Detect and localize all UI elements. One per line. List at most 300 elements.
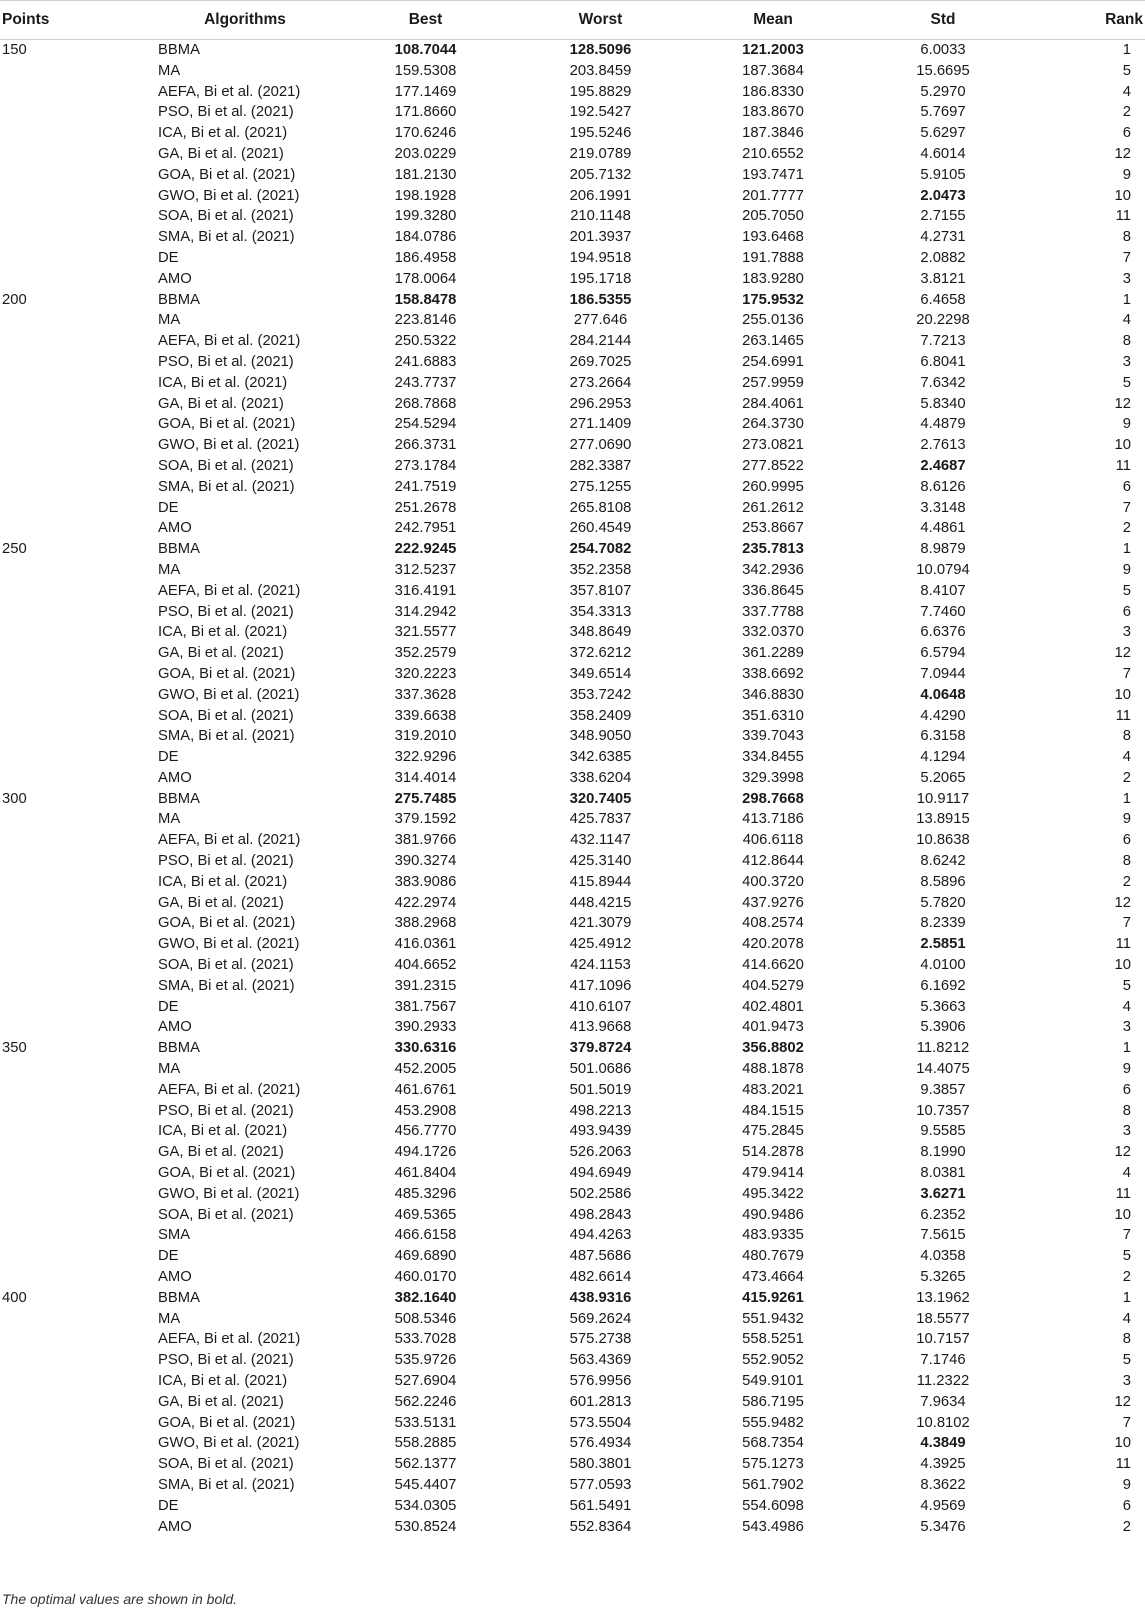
worst-cell: 601.2813: [569, 1393, 632, 1410]
best-cell: 460.0170: [394, 1269, 457, 1286]
algorithm-cell: PSO, Bi et al. (2021): [158, 1102, 294, 1119]
best-cell: 243.7737: [394, 374, 457, 391]
worst-cell: 410.6107: [569, 998, 632, 1015]
algorithm-cell: GA, Bi et al. (2021): [158, 395, 284, 412]
best-cell: 456.7770: [394, 1123, 457, 1140]
std-cell: 2.0473: [920, 187, 966, 204]
best-cell: 198.1928: [394, 187, 457, 204]
worst-cell: 498.2213: [569, 1102, 632, 1119]
rank-cell: 10: [1114, 1206, 1131, 1223]
worst-cell: 353.7242: [569, 686, 632, 703]
table-row: [0, 1017, 1145, 1038]
std-cell: 5.6297: [920, 125, 966, 142]
rank-cell: 4: [1122, 749, 1131, 766]
points-cell: [0, 498, 152, 519]
algorithm-cell: AEFA, Bi et al. (2021): [158, 83, 301, 100]
best-cell: 223.8146: [394, 312, 457, 329]
worst-cell: 526.2063: [569, 1144, 632, 1161]
table-row: [0, 830, 1145, 851]
algorithm-cell: AEFA, Bi et al. (2021): [158, 1331, 301, 1348]
table-row: [0, 664, 1145, 685]
best-cell: 533.7028: [394, 1331, 457, 1348]
worst-cell: 415.8944: [569, 873, 632, 890]
std-cell: 8.5896: [920, 873, 966, 890]
rank-cell: 9: [1122, 811, 1131, 828]
mean-cell: 549.9101: [742, 1373, 804, 1389]
worst-cell: 349.6514: [569, 665, 632, 682]
std-cell: 6.6376: [920, 624, 966, 641]
best-cell: 352.2579: [394, 645, 457, 662]
worst-cell: 282.3387: [569, 457, 632, 474]
worst-cell: 448.4215: [569, 894, 632, 911]
points-cell: [0, 352, 152, 373]
table-row: [0, 602, 1145, 623]
rank-cell: 6: [1122, 125, 1131, 142]
mean-cell: 346.8830: [742, 686, 804, 703]
rank-cell: 11: [1115, 936, 1131, 953]
algorithm-cell: SOA, Bi et al. (2021): [158, 707, 294, 724]
points-cell: [0, 373, 152, 394]
std-cell: 15.6695: [916, 62, 970, 79]
mean-cell: 183.8670: [742, 104, 804, 121]
mean-cell: 475.2845: [742, 1123, 804, 1140]
std-cell: 4.6014: [920, 145, 966, 162]
best-cell: 453.2908: [394, 1102, 457, 1119]
best-cell: 242.7951: [394, 520, 457, 537]
rank-cell: 1: [1122, 1289, 1131, 1306]
worst-cell: 576.4934: [569, 1435, 632, 1452]
best-cell: 251.2678: [394, 499, 457, 516]
best-cell: 159.5308: [394, 62, 457, 79]
worst-cell: 348.8649: [569, 624, 632, 641]
mean-cell: 483.9335: [742, 1227, 804, 1244]
points-cell: [0, 518, 152, 539]
std-cell: 18.5577: [916, 1310, 970, 1327]
std-cell: 5.3906: [920, 1019, 966, 1036]
worst-cell: 203.8459: [569, 62, 632, 79]
worst-cell: 482.6614: [569, 1269, 632, 1286]
table-row: [0, 331, 1145, 352]
best-cell: 388.2968: [394, 915, 457, 932]
algorithm-cell: PSO, Bi et al. (2021): [158, 603, 294, 620]
points-cell: [0, 477, 152, 498]
std-cell: 10.8102: [916, 1414, 970, 1431]
algorithm-cell: PSO, Bi et al. (2021): [158, 353, 294, 370]
points-cell: [0, 227, 152, 248]
std-cell: 10.8638: [916, 832, 970, 849]
algorithm-cell: GOA, Bi et al. (2021): [158, 416, 296, 433]
table-row: [0, 685, 1145, 706]
worst-cell: 320.7405: [569, 790, 632, 807]
best-cell: 314.4014: [394, 769, 457, 786]
header-std: Std: [858, 1, 1028, 40]
table-row: [0, 414, 1145, 435]
algorithm-cell: AMO: [158, 1269, 192, 1286]
mean-cell: 401.9473: [742, 1019, 804, 1036]
mean-cell: 404.5279: [742, 977, 804, 994]
header-best: Best: [338, 1, 513, 40]
best-cell: 181.2130: [394, 166, 457, 183]
mean-cell: 586.7195: [742, 1393, 804, 1410]
rank-cell: 2: [1122, 104, 1131, 121]
best-cell: 534.0305: [394, 1497, 457, 1514]
table-row: [0, 82, 1145, 103]
rank-cell: 9: [1122, 561, 1131, 578]
mean-cell: 514.2878: [742, 1144, 804, 1161]
best-cell: 558.2885: [394, 1435, 457, 1452]
table-row: [0, 872, 1145, 893]
points-cell: [0, 1371, 152, 1392]
std-cell: 2.0882: [920, 249, 966, 266]
mean-cell: 205.7050: [742, 208, 804, 225]
algorithm-cell: MA: [158, 1061, 181, 1078]
mean-cell: 473.4664: [742, 1269, 804, 1286]
mean-cell: 412.8644: [742, 853, 804, 870]
table-row: [0, 955, 1145, 976]
algorithm-cell: MA: [158, 62, 181, 79]
rank-cell: 12: [1114, 1393, 1131, 1410]
mean-cell: 480.7679: [742, 1248, 804, 1265]
worst-cell: 494.6949: [569, 1165, 632, 1182]
points-cell: [0, 934, 152, 955]
points-cell: [0, 830, 152, 851]
table-row: [0, 560, 1145, 581]
best-cell: 404.6652: [394, 957, 457, 974]
points-cell: [0, 560, 152, 581]
points-cell: [0, 581, 152, 602]
rank-cell: 8: [1122, 229, 1131, 246]
std-cell: 8.4107: [920, 582, 966, 599]
mean-cell: 495.3422: [742, 1185, 804, 1202]
rank-cell: 3: [1122, 353, 1131, 370]
rank-cell: 10: [1114, 957, 1131, 974]
std-cell: 4.9569: [920, 1497, 966, 1514]
rank-cell: 5: [1122, 1352, 1131, 1369]
table-row: [0, 394, 1145, 415]
mean-cell: 483.2021: [742, 1081, 804, 1098]
std-cell: 4.0100: [920, 957, 966, 974]
table-row: [0, 144, 1145, 165]
rank-cell: 7: [1122, 1414, 1131, 1431]
algorithm-cell: BBMA: [158, 1289, 200, 1306]
best-cell: 241.6883: [394, 353, 457, 370]
mean-cell: 484.1515: [742, 1102, 804, 1119]
best-cell: 382.1640: [394, 1289, 457, 1306]
table-row: [0, 1163, 1145, 1184]
points-cell: [0, 622, 152, 643]
table-row: [0, 373, 1145, 394]
best-cell: 320.2223: [394, 665, 457, 682]
mean-cell: 254.6991: [742, 353, 804, 370]
std-cell: 8.2339: [920, 915, 966, 932]
worst-cell: 425.4912: [569, 936, 632, 953]
points-cell: [0, 913, 152, 934]
worst-cell: 277.646: [573, 312, 628, 329]
header-rank: Rank: [1028, 1, 1145, 40]
std-cell: 3.8121: [920, 270, 966, 287]
points-cell: [0, 102, 152, 123]
best-cell: 171.8660: [394, 104, 457, 121]
std-cell: 13.8915: [916, 811, 970, 828]
worst-cell: 502.2586: [569, 1185, 632, 1202]
points-cell: [0, 1413, 152, 1434]
best-cell: 222.9245: [394, 541, 457, 558]
std-cell: 4.2731: [920, 229, 966, 246]
algorithm-cell: SMA, Bi et al. (2021): [158, 728, 295, 745]
worst-cell: 254.7082: [569, 541, 632, 558]
std-cell: 5.8340: [920, 395, 966, 412]
rank-cell: 4: [1122, 312, 1131, 329]
rank-cell: 4: [1122, 1165, 1131, 1182]
points-cell: [0, 1163, 152, 1184]
best-cell: 319.2010: [394, 728, 457, 745]
points-cell: [0, 1080, 152, 1101]
points-cell: [0, 1433, 152, 1454]
header-mean: Mean: [688, 1, 858, 40]
algorithm-cell: AEFA, Bi et al. (2021): [158, 832, 301, 849]
table-row: [0, 643, 1145, 664]
mean-cell: 361.2289: [742, 645, 804, 662]
table-row: [0, 456, 1145, 477]
table-row: [0, 102, 1145, 123]
worst-cell: 413.9668: [569, 1019, 632, 1036]
rank-cell: 9: [1122, 166, 1131, 183]
mean-cell: 193.6468: [742, 229, 804, 246]
worst-cell: 569.2624: [569, 1310, 632, 1327]
worst-cell: 271.1409: [569, 416, 632, 433]
table-row: [0, 1288, 1145, 1309]
algorithm-cell: BBMA: [158, 541, 200, 558]
points-cell: [0, 1267, 152, 1288]
worst-cell: 493.9439: [569, 1123, 632, 1140]
rank-cell: 5: [1122, 62, 1131, 79]
table-row: [0, 1101, 1145, 1122]
algorithm-cell: GA, Bi et al. (2021): [158, 145, 284, 162]
rank-cell: 10: [1114, 686, 1131, 703]
best-cell: 241.7519: [394, 478, 457, 495]
std-cell: 8.6126: [920, 478, 966, 495]
rank-cell: 6: [1122, 832, 1131, 849]
std-cell: 6.8041: [920, 353, 966, 370]
mean-cell: 261.2612: [742, 499, 804, 516]
worst-cell: 561.5491: [569, 1497, 632, 1514]
std-cell: 10.9117: [916, 790, 970, 807]
mean-cell: 277.8522: [742, 457, 804, 474]
rank-cell: 2: [1122, 873, 1131, 890]
points-cell: [0, 61, 152, 82]
best-cell: 535.9726: [394, 1352, 457, 1369]
best-cell: 330.6316: [394, 1040, 457, 1057]
best-cell: 381.9766: [394, 832, 457, 849]
rank-cell: 9: [1122, 1476, 1131, 1493]
best-cell: 530.8524: [394, 1518, 457, 1535]
mean-cell: 342.2936: [742, 561, 804, 578]
std-cell: 2.4687: [920, 457, 966, 474]
best-cell: 416.0361: [394, 936, 457, 953]
std-cell: 4.4290: [920, 707, 966, 724]
rank-cell: 12: [1114, 1144, 1131, 1161]
algorithm-cell: MA: [158, 1310, 181, 1327]
best-cell: 250.5322: [394, 333, 457, 350]
points-cell: [0, 1017, 152, 1038]
std-cell: 6.0033: [920, 42, 966, 58]
algorithm-cell: SOA, Bi et al. (2021): [158, 457, 294, 474]
worst-cell: 501.5019: [569, 1081, 632, 1098]
std-cell: 5.9105: [920, 166, 966, 183]
table-row: [0, 61, 1145, 82]
table-row: [0, 1475, 1145, 1496]
rank-cell: 2: [1122, 1269, 1131, 1286]
best-cell: 314.2942: [394, 603, 457, 620]
mean-cell: 187.3684: [742, 62, 804, 79]
std-cell: 2.7613: [920, 437, 966, 454]
rank-cell: 7: [1122, 499, 1131, 516]
table-row: [0, 310, 1145, 331]
rank-cell: 1: [1122, 541, 1131, 558]
rank-cell: 9: [1122, 1061, 1131, 1078]
best-cell: 461.6761: [394, 1081, 457, 1098]
best-cell: 469.6890: [394, 1248, 457, 1265]
best-cell: 184.0786: [394, 229, 457, 246]
points-cell: 150: [2, 42, 27, 58]
worst-cell: 354.3313: [569, 603, 632, 620]
algorithm-cell: GWO, Bi et al. (2021): [158, 1435, 300, 1452]
mean-cell: 186.8330: [742, 83, 804, 100]
mean-cell: 400.3720: [742, 873, 804, 890]
std-cell: 8.3622: [920, 1476, 966, 1493]
rank-cell: 3: [1122, 270, 1131, 287]
points-cell: [0, 331, 152, 352]
table-row: [0, 706, 1145, 727]
algorithm-cell: ICA, Bi et al. (2021): [158, 1123, 288, 1140]
table-row: [0, 1371, 1145, 1392]
worst-cell: 342.6385: [569, 749, 632, 766]
table-row: [0, 1205, 1145, 1226]
std-cell: 5.3476: [920, 1518, 966, 1535]
std-cell: 9.3857: [920, 1081, 966, 1098]
mean-cell: 437.9276: [742, 894, 804, 911]
algorithm-cell: SMA, Bi et al. (2021): [158, 229, 295, 246]
table-row: [0, 622, 1145, 643]
worst-cell: 192.5427: [569, 104, 632, 121]
rank-cell: 7: [1122, 249, 1131, 266]
algorithm-cell: DE: [158, 249, 179, 266]
algorithm-cell: DE: [158, 749, 179, 766]
std-cell: 7.7460: [920, 603, 966, 620]
mean-cell: 260.9995: [742, 478, 804, 495]
algorithm-cell: AMO: [158, 1518, 192, 1535]
worst-cell: 348.9050: [569, 728, 632, 745]
table-row: [0, 352, 1145, 373]
mean-cell: 552.9052: [742, 1352, 804, 1369]
std-cell: 10.7357: [916, 1102, 970, 1119]
mean-cell: 336.8645: [742, 582, 804, 599]
worst-cell: 552.8364: [569, 1518, 632, 1535]
algorithm-cell: GWO, Bi et al. (2021): [158, 437, 300, 454]
best-cell: 527.6904: [394, 1373, 457, 1389]
points-cell: [0, 144, 152, 165]
mean-cell: 332.0370: [742, 624, 804, 641]
worst-cell: 269.7025: [569, 353, 632, 370]
algorithm-cell: AEFA, Bi et al. (2021): [158, 333, 301, 350]
worst-cell: 296.2953: [569, 395, 632, 412]
points-cell: [0, 976, 152, 997]
worst-cell: 487.5686: [569, 1248, 632, 1265]
table-row: [0, 1038, 1145, 1059]
mean-cell: 402.4801: [742, 998, 804, 1015]
std-cell: 6.2352: [920, 1206, 966, 1223]
std-cell: 4.1294: [920, 749, 966, 766]
table-row: [0, 1496, 1145, 1517]
mean-cell: 210.6552: [742, 145, 804, 162]
worst-cell: 575.2738: [569, 1331, 632, 1348]
mean-cell: 183.9280: [742, 270, 804, 287]
algorithm-cell: GWO, Bi et al. (2021): [158, 1185, 300, 1202]
std-cell: 14.4075: [916, 1061, 970, 1078]
points-cell: [0, 1454, 152, 1475]
table-row: [0, 1329, 1145, 1350]
table-row: [0, 1184, 1145, 1205]
points-cell: [0, 1329, 152, 1350]
rank-cell: 12: [1114, 395, 1131, 412]
std-cell: 3.3148: [920, 499, 966, 516]
points-cell: [0, 1350, 152, 1371]
algorithm-cell: BBMA: [158, 790, 200, 807]
algorithm-cell: ICA, Bi et al. (2021): [158, 624, 288, 641]
mean-cell: 551.9432: [742, 1310, 804, 1327]
worst-cell: 128.5096: [569, 42, 632, 58]
std-cell: 10.0794: [916, 561, 970, 578]
table-row: [0, 893, 1145, 914]
best-cell: 316.4191: [394, 582, 457, 599]
worst-cell: 186.5355: [569, 291, 632, 308]
algorithm-cell: ICA, Bi et al. (2021): [158, 1373, 288, 1389]
worst-cell: 275.1255: [569, 478, 632, 495]
header-worst: Worst: [513, 1, 688, 40]
points-cell: 200: [2, 291, 27, 308]
mean-cell: 558.5251: [742, 1331, 804, 1348]
table-row: [0, 1246, 1145, 1267]
rank-cell: 11: [1115, 1456, 1131, 1473]
rank-cell: 7: [1122, 665, 1131, 682]
table-row: [0, 1517, 1145, 1538]
std-cell: 8.9879: [920, 541, 966, 558]
points-cell: 250: [2, 541, 27, 558]
std-cell: 7.0944: [920, 665, 966, 682]
table-row: [0, 1433, 1145, 1454]
best-cell: 508.5346: [394, 1310, 457, 1327]
table-row: [0, 290, 1145, 311]
std-cell: 4.4861: [920, 520, 966, 537]
mean-cell: 284.4061: [742, 395, 804, 412]
mean-cell: 253.8667: [742, 520, 804, 537]
std-cell: 11.2322: [916, 1373, 970, 1389]
rank-cell: 1: [1122, 1040, 1131, 1057]
mean-cell: 264.3730: [742, 416, 804, 433]
mean-cell: 201.7777: [742, 187, 804, 204]
worst-cell: 576.9956: [569, 1373, 632, 1389]
points-cell: [0, 206, 152, 227]
rank-cell: 6: [1122, 603, 1131, 620]
algorithm-cell: BBMA: [158, 42, 200, 58]
std-cell: 7.1746: [920, 1352, 966, 1369]
worst-cell: 421.3079: [569, 915, 632, 932]
points-cell: [0, 456, 152, 477]
best-cell: 322.9296: [394, 749, 457, 766]
rank-cell: 11: [1115, 1185, 1131, 1202]
std-cell: 8.1990: [920, 1144, 966, 1161]
algorithm-cell: PSO, Bi et al. (2021): [158, 104, 294, 121]
